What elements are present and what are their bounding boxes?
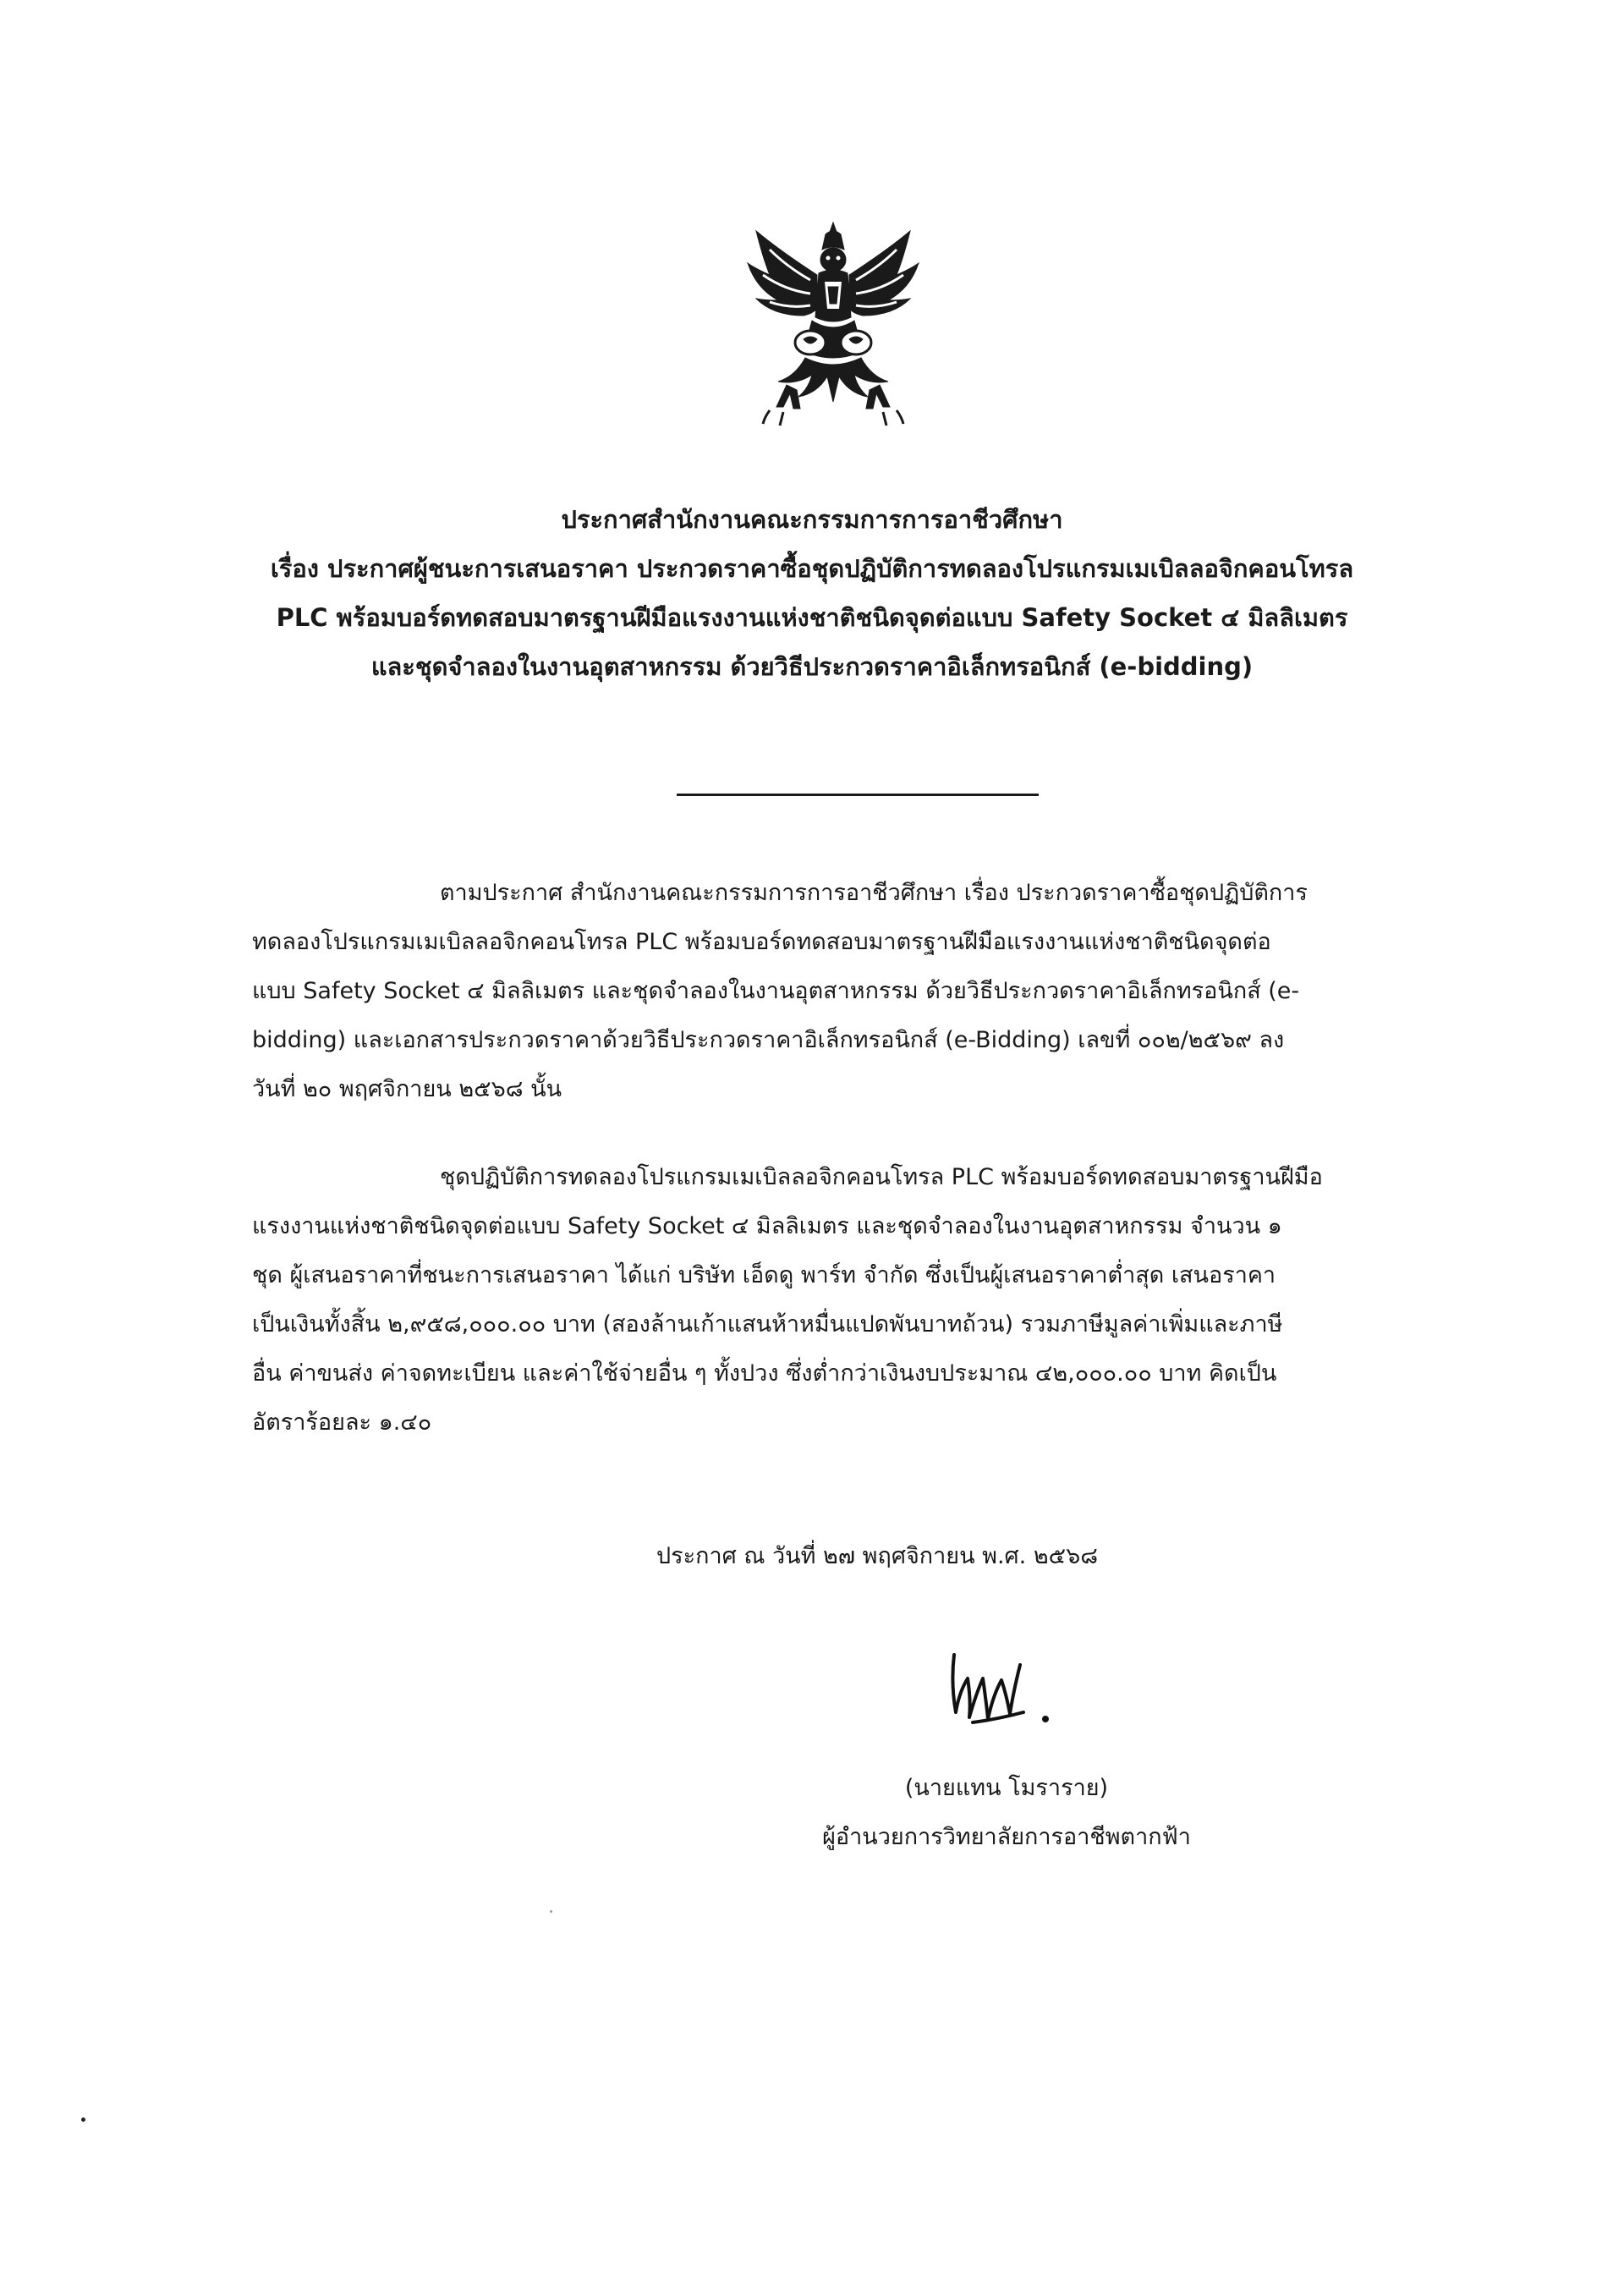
signer-position: ผู้อำนวยการวิทยาลัยการอาชีพตากฟ้า — [822, 1824, 1191, 1850]
heading-divider — [677, 794, 1039, 796]
signer-block — [744, 1764, 1269, 1862]
garuda-emblem-icon — [744, 216, 922, 427]
paragraph-line: แรงงานแห่งชาติชนิดจุดต่อแบบ Safety Socket ๔ มิลลิเมตร และชุดจำลองในงานอุตสาหกรรม จำนวน ๑ — [252, 1213, 1282, 1239]
paragraph-line: อื่น ค่าขนส่ง ค่าจดทะเบียน และค่าใช้จ่ายอื่น ๆ ทั้งปวง ซึ่งต่ำกว่าเงินงบประมาณ ๔๒,๐๐๐.๐๐ บาท คิดเป็น — [252, 1360, 1277, 1387]
handwritten-signature-icon — [939, 1641, 1066, 1734]
heading-title: ประกาศสำนักงานคณะกรรมการการอาชีวศึกษา — [561, 505, 1063, 534]
paragraph-line: ตามประกาศ สำนักงานคณะกรรมการการอาชีวศึกษา เรื่อง ประกวดราคาซื้อชุดปฏิบัติการ — [440, 880, 1308, 906]
paragraph-winner — [252, 1153, 1432, 1447]
heading-subject-line-2: PLC พร้อมบอร์ดทดสอบมาตรฐานฝีมือแรงงานแห่งชาติชนิดจุดต่อแบบ Safety Socket ๔ มิลลิเมตร — [276, 603, 1348, 632]
paragraph-line: ชุด ผู้เสนอราคาที่ชนะการเสนอราคา ได้แก่ บริษัท เอ็ดดู พาร์ท จำกัด ซึ่งเป็นผู้เสนอราคาต่ำสุด เสนอราคา — [252, 1262, 1276, 1288]
announcement-heading — [220, 495, 1404, 691]
scan-speck — [550, 1910, 552, 1913]
signer-name: (นายแทน โมราราย) — [904, 1775, 1109, 1801]
paragraph-line: วันที่ ๒๐ พฤศจิกายน ๒๕๖๘ นั้น — [252, 1076, 562, 1102]
paragraph-reference — [252, 869, 1432, 1114]
paragraph-line: แบบ Safety Socket ๔ มิลลิเมตร และชุดจำลองในงานอุตสาหกรรม ด้วยวิธีประกวดราคาอิเล็กทรอนิกส์ (e- — [252, 978, 1300, 1004]
scan-speck — [81, 2117, 85, 2122]
paragraph-line: อัตราร้อยละ ๑.๔๐ — [252, 1409, 432, 1436]
paragraph-line: bidding) และเอกสารประกวดราคาด้วยวิธีประกวดราคาอิเล็กทรอนิกส์ (e-Bidding) เลขที่ ๐๐๒/๒๕๖๙ ลง — [252, 1027, 1285, 1053]
announcement-date: ประกาศ ณ วันที่ ๒๗ พฤศจิกายน พ.ศ. ๒๕๖๘ — [656, 1543, 1099, 1569]
paragraph-line: ทดลองโปรแกรมเมเบิลลอจิกคอนโทรล PLC พร้อมบอร์ดทดสอบมาตรฐานฝีมือแรงงานแห่งชาติชนิดจุดต่อ — [252, 929, 1271, 955]
heading-subject-line-1: เรื่อง ประกาศผู้ชนะการเสนอราคา ประกวดราคาซื้อชุดปฏิบัติการทดลองโปรแกรมเมเบิลลอจิกคอนโทรล — [270, 554, 1354, 583]
heading-subject-line-3: และชุดจำลองในงานอุตสาหกรรม ด้วยวิธีประกวดราคาอิเล็กทรอนิกส์ (e-bidding) — [370, 652, 1254, 681]
paragraph-line: เป็นเงินทั้งสิ้น ๒,๙๕๘,๐๐๐.๐๐ บาท (สองล้านเก้าแสนห้าหมื่นแปดพันบาทถ้วน) รวมภาษีมูลค่าเพิ่มและภาษี — [252, 1311, 1283, 1338]
paragraph-line: ชุดปฏิบัติการทดลองโปรแกรมเมเบิลลอจิกคอนโทรล PLC พร้อมบอร์ดทดสอบมาตรฐานฝีมือ — [440, 1164, 1323, 1190]
